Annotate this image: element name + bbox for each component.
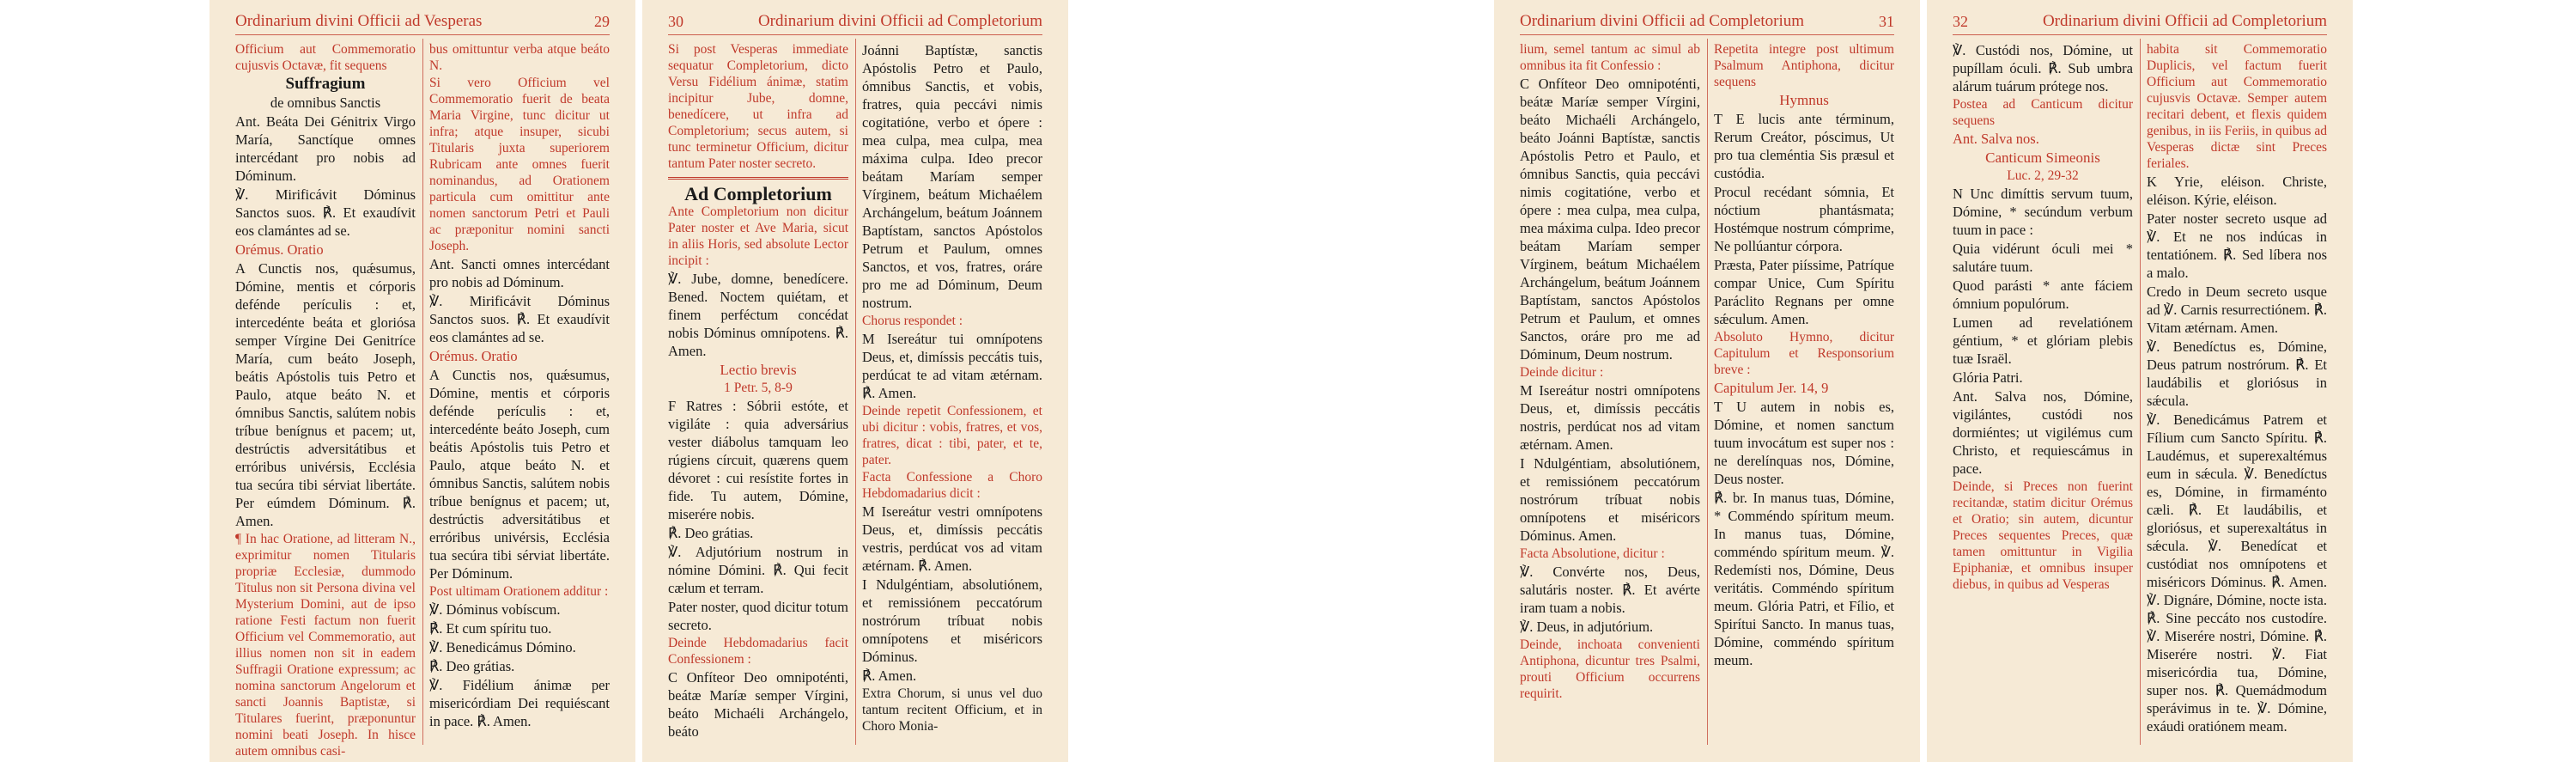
oratio-text: A Cunctis nos, quǽsumus, Dómine, mentis et córporis defénde perículis : et, intercedénte beáto Joseph, cum beátis Apóstolis tuis Petro et Paulo, atque beáto N. et ómnibus Sanctis, salútem nobis tríbue benígnus et pacem; ut, destrúctis adversitátibus et erróribus univérsis, Ecclésia tua secúra tibi sérviat libertáte. Per Dóminum. — [429, 367, 610, 582]
column-divider — [422, 39, 423, 745]
canticum-reference: Luc. 2, 29-32 — [2007, 168, 2079, 183]
lectio-text: F Ratres : Sóbrii estóte, et vigiláte : quia adversárius vester diábolus tamquam leo rúgiens círcuit, quærens quem dévoret : cui resístite fortes in fide. Tu autem, Dómine, miserére nobis. — [668, 398, 848, 522]
header-rule — [1520, 34, 1894, 35]
pater-noster-line: Pater noster secreto usque ad ℣. Et ne nos indúcas in tentatiónem. ℟. Sed líbera nos a malo. — [2147, 210, 2327, 281]
page-31 — [1494, 0, 1920, 762]
versicle: ℣. Fidélium ánimæ per misericórdiam Dei requiéscant in pace. ℟. Amen. — [429, 677, 610, 729]
page-header — [668, 10, 1042, 33]
antiphon: Ant. Beáta Dei Génitrix Virgo María, Sanctíque omnes intercédant pro nobis ad Dóminum. — [235, 113, 416, 184]
page-title: Ordinarium divini Officii ad Completorium — [757, 12, 1042, 30]
credo-line: Credo in Deum secreto usque ad ℣. Carnis resurrectiónem. ℟. Vitam ætérnam. Amen. — [2147, 283, 2327, 336]
page-29 — [210, 0, 635, 762]
rubric: Deinde dicitur : — [1520, 365, 1604, 380]
page-30 — [642, 0, 1068, 762]
oremus-label: Orémus. Oratio — [235, 241, 324, 258]
response: ℟. Et cum spíritu tuo. — [429, 620, 552, 637]
hymnus-title: Hymnus — [1779, 92, 1829, 108]
page-number: 31 — [1879, 12, 1894, 30]
page-number: 29 — [594, 12, 610, 30]
column-left — [1520, 41, 1700, 703]
rubric: Si vero Officium vel Commemoratio fuerit de beata Maria Virgine, tunc dicitur ut infra; atque insuper, sicubi Titularis juxta superiorem Rubricam ante omnes fuerit nominandus, ad Orationem particula cum omittitur ante nomen sanctorum Petri et Pauli ac præponitur nomini sancti Joseph. — [429, 76, 610, 253]
rubric: Deinde, inchoata convenienti Antiphona, dicuntur tres Psalmi, prouti Officium occurrens requirit. — [1520, 637, 1700, 701]
column-divider — [2140, 39, 2141, 745]
rubric: Deinde, si Preces non fuerint recitandæ, statim dicitur Orémus et Oratio; sin autem, dicuntur Preces sequentes Preces, quæ tamen omittuntur in Vigilia Epiphaniæ, et omnibus insuper diebus, in quibus ad Vesperas — [1953, 479, 2133, 592]
antiphon: Ant. Sancti omnes intercédant pro nobis ad Dóminum. — [429, 256, 610, 290]
heading: Suffragium — [285, 75, 366, 93]
canticum-verse: Quia vidérunt óculi mei * salutáre tuum. — [1953, 241, 2133, 275]
page-number: 30 — [668, 12, 683, 30]
hymn-stanza: Præsta, Pater piíssime, Patríque compar Unice, Cum Spíritu Paráclito Regnans per omne sǽculum. Amen. — [1714, 257, 1894, 327]
column-left — [235, 41, 416, 760]
confiteor-text: C Onfíteor Deo omnipoténti, beátæ Maríæ semper Vírgini, beáto Michaéli Archángelo, beáto Joánni Baptístæ, sanctis Apóstolis Petro et Paulo, et ómnibus Sanctis, quia peccávi nimis cogitatióne, verbo et ópere : mea culpa, mea culpa, mea máxima culpa. Ideo precor beátam Maríam semper Vírginem, beátum Michaélem Archángelum, beátum Joánnem Baptístam, sanctos Apóstolos Petrum et Paulum, et omnes Sanctos, oráre pro me ad Dóminum, Deum nostrum. — [1520, 76, 1700, 363]
rubric: Deinde repetit Confessionem, et ubi dicitur : vobis, fratres, et vos, fratres, dicat : tibi, pater, et te, pater. — [862, 404, 1042, 467]
preces-text: ℣. Benedíctus es, Dómine, Deus patrum nostrórum. ℟. Et laudábilis et gloriósus in sǽcula. — [2147, 338, 2327, 409]
versicle: ℣. Deus, in adjutórium. — [1520, 619, 1654, 635]
section-title: Ad Completorium — [684, 183, 832, 204]
indulgentiam-text: I Ndulgéntiam, absolutiónem, et remissiónem peccatórum nostrórum tríbuat nobis omnípotens et miséricors Dóminus. — [862, 576, 1042, 665]
versicle: ℣. Custódi nos, Dómine, ut pupíllam óculi. ℟. Sub umbra alárum tuárum prótege nos. — [1953, 42, 2133, 94]
rubric: Deinde Hebdomadarius facit Confessionem : — [668, 636, 848, 667]
capitulum-text: T U autem in nobis es, Dómine, et nomen sanctum tuum invocátum est super nos : ne derelínquas nos, Dómine, Deus noster. — [1714, 399, 1894, 487]
rubric: Chorus respondet : — [862, 314, 963, 328]
rubric: Post ultimam Orationem additur : — [429, 584, 609, 599]
preces-text: ℣. Benedicámus Patrem et Fílium cum Sancto Spíritu. ℟. Laudémus, et superexaltémus eum in sǽcula. ℣. Benedíctus es, Dómine, in firmaménto cæli. ℟. Et laudábilis, et gloriósus, et superexaltátus in sǽcula. ℣. Benedícat et custódiat nos omnípotens et miséricors Dóminus. ℟. Amen. ℣. Dignáre, Dómine, nocte ista. ℟. Sine peccáto nos custodíre. ℣. Miserére nostri, Dómine. ℟. Miserére nostri. ℣. Fiat misericórdia tua, Dómine, super nos. ℟. Quemádmodum sperávimus in te. ℣. Dómine, exáudi oratiónem meam. — [2147, 411, 2327, 735]
header-rule — [668, 34, 1042, 35]
versicle: ℣. Benedicámus Dómino. — [429, 639, 576, 655]
lectio-reference: 1 Petr. 5, 8-9 — [724, 381, 793, 395]
misereatur-text: M Isereátur nostri omnípotens Deus, et, dimíssis peccátis nostris, perdúcat nos ad vitam ætérnam. Amen. — [1520, 382, 1700, 453]
rubric: Ante Completorium non dicitur Pater noster et Ave Maria, sicut in aliis Horis, sed absolute Lector incipit : — [668, 204, 848, 268]
column-right — [862, 41, 1042, 735]
misereatur-text: M Isereátur tui omnípotens Deus, et, dimíssis peccátis tuis, perdúcat te ad vitam ætérnam. ℟. Amen. — [862, 331, 1042, 401]
rubric: habita sit Commemoratio Duplicis, vel factum fuerit Officium aut Commemoratio cujusvis Octavæ. Semper autem recitari debent, et flexis quidem genibus, in iis Feriis, in quibus ad Vesperas dictæ sint Preces feriales. — [2147, 42, 2327, 171]
rubric: Extra Chorum, si unus vel duo tantum recitent Officium, et in Choro Monia- — [862, 686, 1042, 734]
versicle: ℣. Mirificávit Dóminus Sanctos suos. ℟. Et exaudívit eos clamántes ad se. — [235, 186, 416, 239]
kyrie-text: K Yrie, eléison. Christe, eléison. Kýrie, eléison. — [2147, 174, 2327, 208]
header-rule — [235, 34, 610, 35]
pater-noster-line: Pater noster, quod dicitur totum secreto. — [668, 599, 848, 633]
column-divider — [1707, 39, 1708, 745]
column-divider — [855, 39, 856, 745]
page-header — [1520, 10, 1894, 33]
page-32 — [1927, 0, 2353, 762]
versicle: ℣. Jube, domne, benedícere. Bened. Noctem quiétam, et finem perféctum concédat nobis Dóminus omnípotens. ℟. Amen. — [668, 271, 848, 359]
gloria-patri: Glória Patri. — [1953, 369, 2023, 386]
rubric: Si post Vesperas immediate sequatur Completorium, dicto Versu Fidélium ánimæ, statim incipitur Jube, domne, benedícere, ut infra ad Completorium; secus autem, si tunc terminetur Officium, dicitur tantum Pater noster secreto. — [668, 42, 848, 171]
rubric: Facta Confessione a Choro Hebdomadarius dicit : — [862, 470, 1042, 501]
response: ℟. Deo grátias. — [668, 525, 754, 541]
canticum-verse: Lumen ad revelatiónem géntium, * et glóriam plebis tuæ Israël. — [1953, 314, 2133, 367]
versicle: ℣. Convérte nos, Deus, salutáris noster. ℟. Et avérte iram tuam a nobis. — [1520, 564, 1700, 616]
page-title: Ordinarium divini Officii ad Completorium — [2042, 12, 2327, 30]
misereatur-text: M Isereátur vestri omnípotens Deus, et, dimíssis peccátis vestris, perdúcat vos ad vitam ætérnam. ℟. Amen. — [862, 503, 1042, 574]
antiphon: Ant. Salva nos, Dómine, vigilántes, custódi nos dormiéntes; ut vigilémus cum Christo, et requiescámus in pace. — [1953, 388, 2133, 477]
column-left — [668, 41, 848, 741]
oremus-label: Orémus. Oratio — [429, 348, 518, 364]
canticum-verse: N Unc dimíttis servum tuum, Dómine, * secúndum verbum tuum in pace : — [1953, 186, 2133, 238]
double-rule — [668, 177, 848, 180]
column-right — [429, 41, 610, 731]
lectio-title: Lectio brevis — [720, 362, 797, 378]
rubric: Officium aut Commemoratio cujusvis Octavæ, fit sequens — [235, 42, 416, 73]
response: ℟. Amen. — [862, 668, 917, 684]
rubric: Postea ad Canticum dicitur sequens — [1953, 97, 2133, 128]
rubric-note: ¶ In hac Oratione, ad litteram N., exprimitur nomen Titularis propriæ Ecclesiæ, dummodo Titulus non sit Persona divina vel Mysterium Domini, aut de ipso ratione Festi factum non fuerit Officium vel Commemoratio, aut illius nomen non sit in eadem Suffragii Oratione expressum; ac nomina sanctorum Angelorum et sancti Joannis Baptistæ, si Titulares fuerint, præponuntur nomini beati Joseph. In hisce autem omnibus casi- — [235, 532, 416, 759]
header-rule — [1953, 34, 2327, 35]
indulgentiam-text: I Ndulgéntiam, absolutiónem, et remissiónem peccatórum nostrórum tríbuat nobis omnípotens et miséricors Dóminus. Amen. — [1520, 455, 1700, 544]
responsorium-text: ℟. br. In manus tuas, Dómine, * Comméndo spíritum meum. In manus tuas, Dómine, comméndo spíritum meum. ℣. Redemísti nos, Dómine, Deus veritátis. Comméndo spíritum meum. Glória Patri, et Fílio, et Spirítui Sancto. In manus tuas, Dómine, comméndo spíritum meum. — [1714, 490, 1894, 668]
antiphon: Ant. Salva nos. — [1953, 131, 2039, 147]
response: ℟. Deo grátias. — [429, 658, 515, 674]
versicle: ℣. Dóminus vobíscum. — [429, 601, 561, 618]
page-header — [1953, 10, 2327, 33]
canticum-verse: Quod parásti * ante fáciem ómnium populórum. — [1953, 277, 2133, 312]
confiteor-continued: Joánni Baptístæ, sanctis Apóstolis Petro et Paulo, ómnibus Sanctis, et vobis, fratres, quia peccávi nimis cogitatióne, verbo et ópere : mea culpa, mea culpa, mea máxima culpa. Ideo precor beátam Maríam semper Vírginem, beátum Michaélem Archángelum, beátum Joánnem Baptístam, sanctos Apóstolos Petrum et Paulum, omnes Sanctos, et vos, fratres, oráre pro me ad Dóminum, Deum nostrum. — [862, 42, 1042, 311]
column-right — [2147, 41, 2327, 736]
hymn-stanza: T E lucis ante términum, Rerum Creátor, póscimus, Ut pro tua cleméntia Sis præsul et custódia. — [1714, 111, 1894, 181]
versicle: ℣. Adjutórium nostrum in nómine Dómini. ℟. Qui fecit cælum et terram. — [668, 544, 848, 596]
canticum-title: Canticum Simeonis — [1985, 149, 2100, 166]
page-header — [235, 10, 610, 33]
rubric: Absoluto Hymno, dicitur Capitulum et Responsorium breve : — [1714, 330, 1894, 377]
rubric: bus omittuntur verba atque beáto N. — [429, 42, 610, 73]
rubric: lium, semel tantum ac simul ab omnibus ita fit Confessio : — [1520, 42, 1700, 73]
page-number: 32 — [1953, 12, 1968, 30]
rubric: Facta Absolutione, dicitur : — [1520, 546, 1665, 561]
rubric: Repetita integre post ultimum Psalmum Antiphona, dicitur sequens — [1714, 42, 1894, 89]
column-left — [1953, 41, 2133, 594]
oratio-text: A Cunctis nos, quǽsumus, Dómine, mentis et córporis defénde perículis : et, intercedénte beáta et gloriósa semper Vírgine Dei Genitríce María, cum beáto Joseph, beátis Apóstolis tuis Petro et Paulo, atque beáto N. et ómnibus Sanctis, salútem nobis tríbue benígnus et pacem; ut, destrúctis adversitátibus et erróribus univérsis, Ecclésia tua secúra tibi sérviat libertáte. Per eúmdem Dóminum. ℟. Amen. — [235, 260, 416, 529]
confiteor-text: C Onfíteor Deo omnipoténti, beátæ Maríæ semper Vírgini, beáto Michaéli Archángelo, beáto — [668, 669, 848, 740]
subheading: de omnibus Sanctis — [270, 94, 381, 111]
page-title: Ordinarium divini Officii ad Completorium — [1520, 12, 1805, 30]
column-right — [1714, 41, 1894, 670]
hymn-stanza: Procul recédant sómnia, Et nóctium phantásmata; Hostémque nostrum cómprime, Ne pollúantur córpora. — [1714, 184, 1894, 254]
capitulum-title: Capitulum Jer. 14, 9 — [1714, 380, 1829, 396]
versicle: ℣. Mirificávit Dóminus Sanctos suos. ℟. Et exaudívit eos clamántes ad se. — [429, 293, 610, 345]
page-title: Ordinarium divini Officii ad Vesperas — [235, 12, 483, 30]
